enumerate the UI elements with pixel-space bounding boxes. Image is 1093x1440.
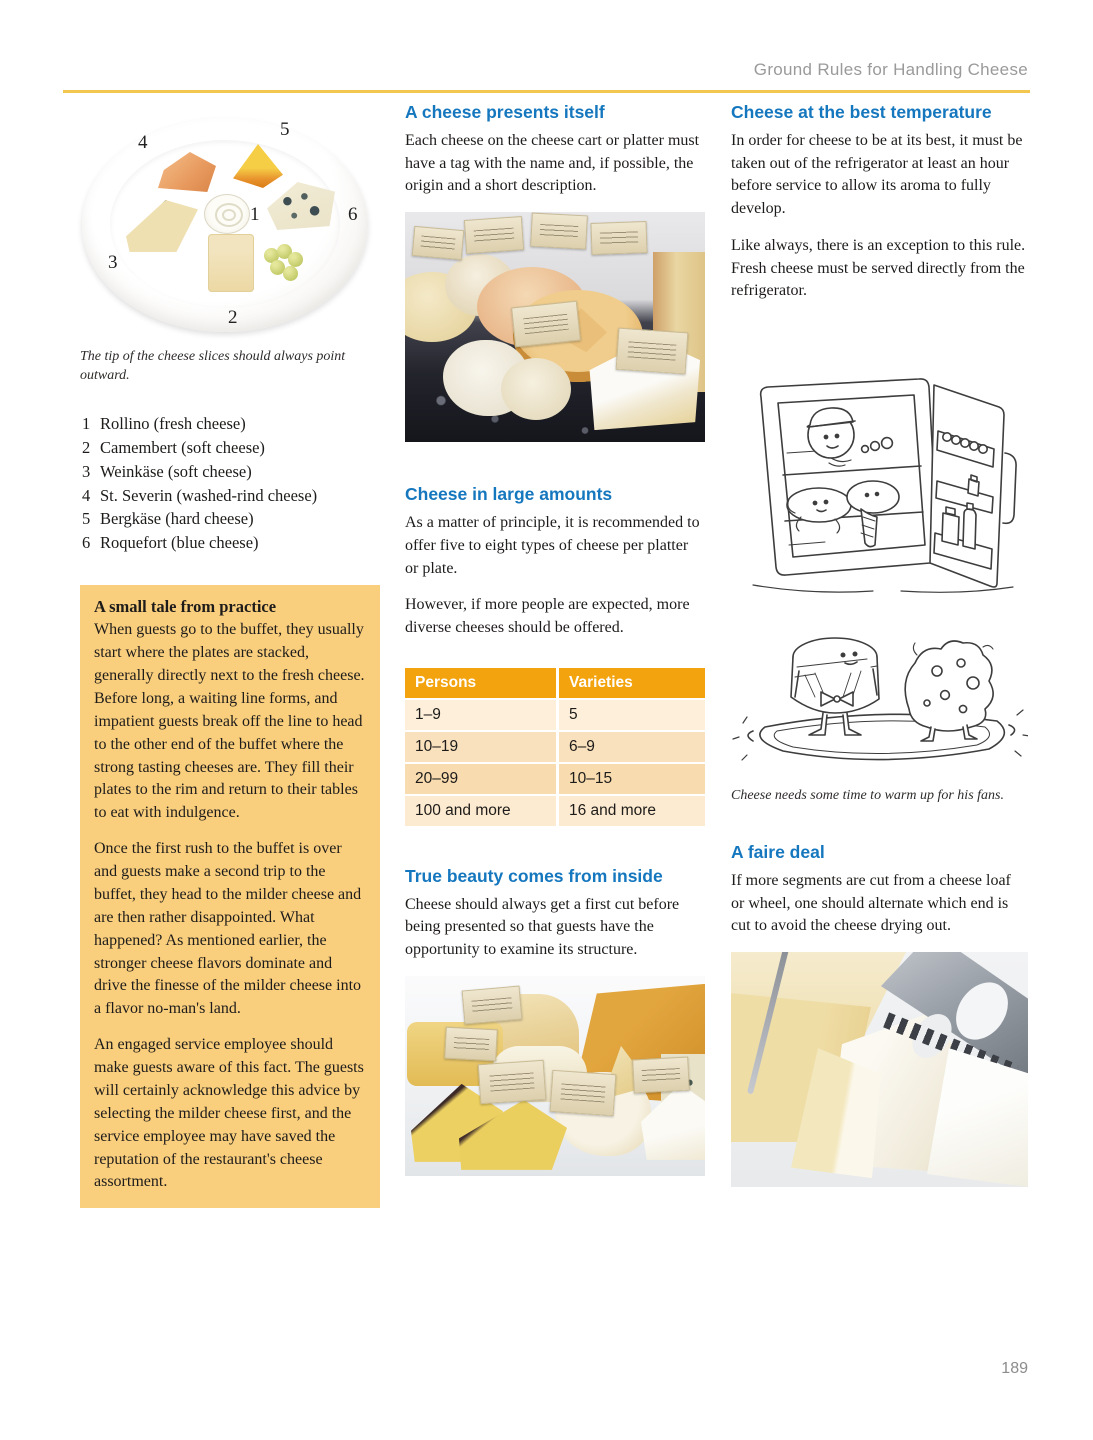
cheese-characters-illustration: [731, 611, 1028, 773]
cell-persons: 100 and more: [405, 796, 556, 826]
table-row: [405, 700, 705, 730]
tale-paragraph: When guests go to the buffet, they usually start where the plates are stacked, generally directly next to the fresh cheese. Before long, a waiting line forms, and impatient guests break off the line to head to the other end of the buffet where the strong tasting cheeses are. They fill their plates to the rim and return to their tables to eat with indulgence.: [94, 621, 365, 822]
tale-paragraph: An engaged service employee should make guests aware of this fact. The guests will certainly acknowledge this advice by selecting the milder cheese first, and the service employee may have saved the reputation of the restaurant's cheese assortment.: [94, 1036, 364, 1191]
cheese-tag: [462, 985, 523, 1024]
section-body: Cheese should always get a first cut before being presented so that guests have the opportunity to examine its structure.: [405, 895, 680, 959]
cheese-tag: [478, 1060, 547, 1105]
header-rule: [63, 90, 1030, 93]
tale-title: A small tale from practice: [94, 597, 277, 617]
cheese-list-item: [82, 484, 380, 508]
cheese-display-photo: [405, 976, 705, 1176]
cheese-tag: [530, 213, 588, 250]
plate-label-4: 4: [138, 132, 148, 153]
cell-persons: 10–19: [405, 732, 556, 762]
cheese-list-item: [82, 507, 380, 531]
item-number: 1: [82, 413, 91, 433]
right-column: [731, 102, 1028, 1187]
cheese-tag: [444, 1027, 498, 1062]
cell-varieties: 6–9: [559, 732, 705, 762]
item-label: Rollino (fresh cheese): [100, 413, 246, 433]
section-heading: True beauty comes from inside: [405, 865, 663, 886]
cheese-tag: [632, 1056, 690, 1093]
cheese-list: [82, 412, 380, 556]
cheese-tag: [464, 216, 524, 254]
left-column: [80, 102, 380, 1208]
characters-caption: Cheese needs some time to warm up for his fans.: [731, 788, 1004, 804]
cell-persons: 20–99: [405, 764, 556, 794]
section-faire-deal: [731, 842, 1028, 938]
section-body: Each cheese on the cheese cart or platter must have a tag with the name and, if possible, the origin and a short description.: [405, 132, 700, 195]
tale-paragraph: Once the first rush to the buffet is over and guests make a second trip to the buffet, they head to the milder cheese and are then rather disappointed. What happened? As mentioned earlier, the stronger cheese flavors dominate and drive the finesse of the milder cheese into a flavor no-man's land.: [94, 840, 362, 1018]
section-heading: Cheese in large amounts: [405, 484, 613, 505]
cell-persons: 1–9: [405, 700, 556, 730]
section-body: If more segments are cut from a cheese loaf or wheel, one should alternate which end is cut to avoid the cheese drying out.: [731, 871, 1011, 935]
section-temperature: [731, 102, 1028, 303]
item-number: 3: [82, 461, 91, 481]
page-number: 189: [1001, 1360, 1028, 1377]
section-body: As a matter of principle, it is recommended to offer five to eight types of cheese per platter or plate.: [405, 514, 700, 577]
item-number: 6: [82, 533, 91, 553]
item-label: St. Severin (washed-rind cheese): [100, 485, 318, 505]
section-presents: [405, 102, 705, 198]
item-number: 4: [82, 485, 91, 505]
table-header-row: [405, 668, 705, 698]
section-beauty: [405, 866, 705, 962]
cell-varieties: 5: [559, 700, 705, 730]
cheese-piece-fresh-roll: [204, 194, 250, 234]
fridge-illustration: [731, 357, 1028, 595]
section-body: Like always, there is an exception to this rule. Fresh cheese must be served directly from the refrigerator.: [731, 236, 1026, 300]
item-label: Bergkäse (hard cheese): [100, 509, 254, 529]
column-header-varieties: Varieties: [559, 668, 705, 698]
table-row: [405, 796, 705, 826]
table-row: [405, 732, 705, 762]
item-number: 5: [82, 509, 91, 529]
cheese-tag: [590, 221, 647, 255]
cheese-piece-camembert: [208, 234, 254, 292]
cheese-tag: [412, 226, 464, 260]
middle-column: [405, 102, 705, 1176]
section-body: However, if more people are expected, more diverse cheeses should be offered.: [405, 596, 690, 637]
table-row: [405, 764, 705, 794]
section-heading: A cheese presents itself: [405, 102, 605, 122]
cheese-cutting-photo: [731, 952, 1028, 1187]
persons-varieties-table: [405, 668, 705, 826]
cheese-list-item: [82, 531, 380, 555]
section-heading: Cheese at the best temperature: [731, 102, 992, 122]
plate-label-5: 5: [280, 119, 290, 140]
cell-varieties: 10–15: [559, 764, 705, 794]
grapes: [262, 244, 306, 286]
practice-tale-box: [80, 585, 380, 1208]
section-heading: A faire deal: [731, 841, 825, 862]
cheese-tag: [511, 301, 581, 348]
cell-varieties: 16 and more: [559, 796, 705, 826]
cheese-list-item: [82, 436, 380, 460]
cheese-plate-photo: [80, 102, 370, 340]
cheese-tag: [550, 1070, 617, 1116]
cheese-list-item: [82, 460, 380, 484]
column-header-persons: Persons: [405, 668, 556, 698]
item-label: Camembert (soft cheese): [100, 437, 265, 457]
item-label: Weinkäse (soft cheese): [100, 461, 252, 481]
item-number: 2: [82, 437, 91, 457]
plate-label-6: 6: [348, 204, 358, 225]
cheese-cart-photo: [405, 212, 705, 442]
cheese-list-item: [82, 412, 380, 436]
plate-label-2: 2: [228, 307, 238, 328]
cheese-tag: [616, 328, 689, 375]
plate-caption: The tip of the cheese slices should always point outward.: [80, 349, 346, 383]
item-label: Roquefort (blue cheese): [100, 533, 259, 553]
plate-label-1: 1: [250, 204, 260, 225]
section-body: In order for cheese to be at its best, it must be taken out of the refrigerator at least an hour before service to allow its aroma to fully develop.: [731, 132, 1023, 218]
plate-label-3: 3: [108, 252, 118, 273]
running-header: Ground Rules for Handling Cheese: [753, 60, 1028, 79]
section-amounts: [405, 484, 705, 640]
